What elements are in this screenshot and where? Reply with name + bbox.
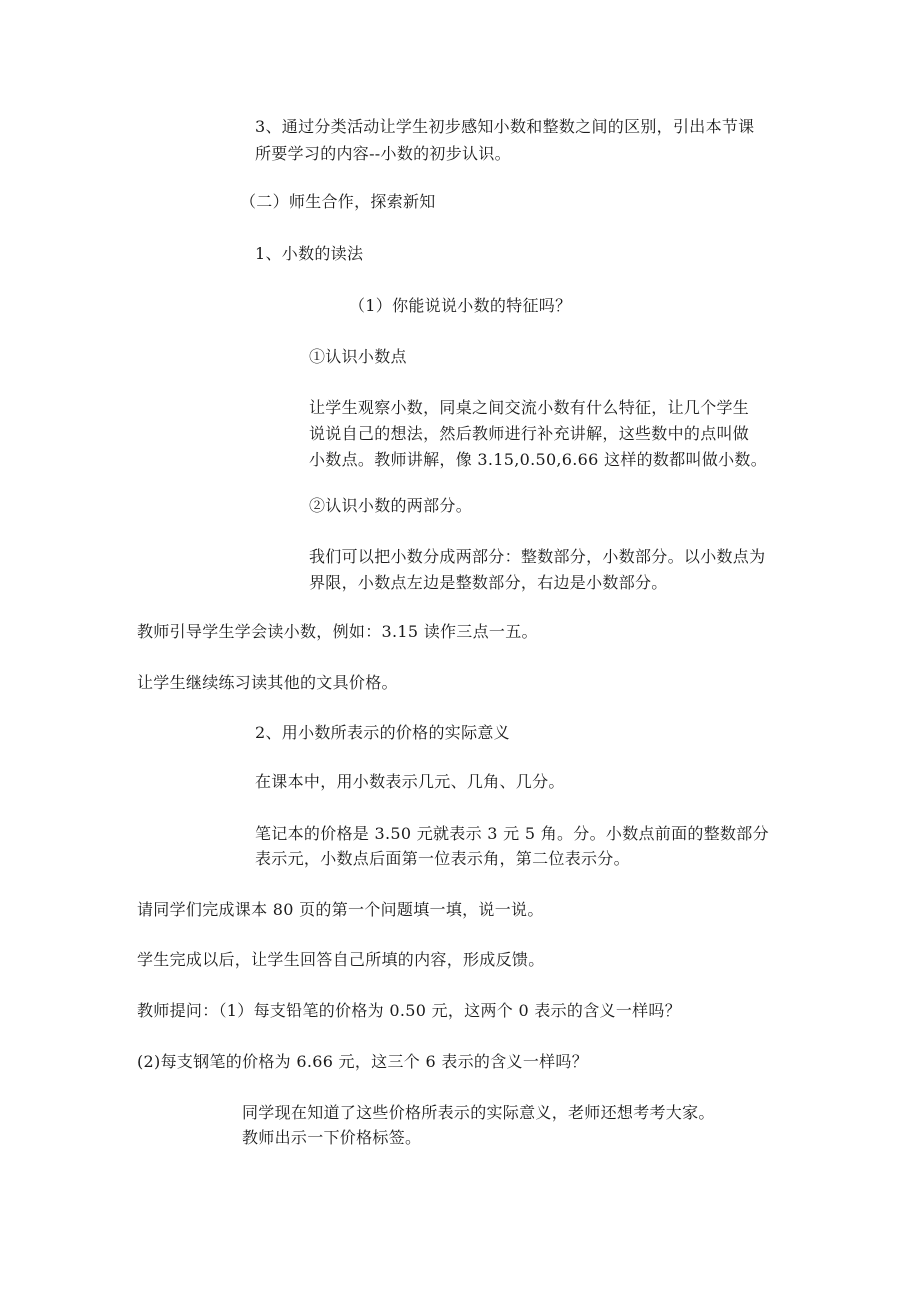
- paragraph-parts-line-1: 我们可以把小数分成两部分：整数部分，小数部分。以小数点为: [309, 547, 766, 566]
- paragraph-observe-line-2: 说说自己的想法，然后教师进行补充讲解，这些数中的点叫做: [309, 424, 750, 443]
- paragraph-notebook-line-1: 笔记本的价格是 3.50 元就表示 3 元 5 角。分。小数点前面的整数部分: [255, 824, 769, 843]
- paragraph-practice: 让学生继续练习读其他的文具价格。: [137, 673, 398, 692]
- item-decimal-point: ①认识小数点: [309, 347, 407, 366]
- paragraph-observe-line-3: 小数点。教师讲解，像 3.15,0.50,6.66 这样的数都叫做小数。: [309, 450, 768, 469]
- paragraph-closing-line-2: 教师出示一下价格标签。: [242, 1128, 422, 1147]
- paragraph-observe-line-1: 让学生观察小数，同桌之间交流小数有什么特征，让几个学生: [309, 398, 750, 417]
- question-1: （1）你能说说小数的特征吗？: [349, 296, 572, 315]
- subheading-reading-decimals: 1、小数的读法: [255, 244, 364, 263]
- paragraph-read-example: 教师引导学生学会读小数，例如：3.15 读作三点一五。: [137, 622, 538, 641]
- paragraph-notebook-line-2: 表示元，小数点后面第一位表示角，第二位表示分。: [255, 849, 630, 868]
- paragraph-closing-line-1: 同学现在知道了这些价格所表示的实际意义，老师还想考考大家。: [242, 1103, 715, 1122]
- section-heading-2: （二）师生合作，探索新知: [240, 192, 436, 211]
- paragraph-3-line-2: 所要学习的内容--小数的初步认识。: [255, 144, 511, 163]
- teacher-question-1: 教师提问：（1）每支铅笔的价格为 0.50 元，这两个 0 表示的含义一样吗？: [137, 1001, 682, 1020]
- paragraph-3-line-1: 3、通过分类活动让学生初步感知小数和整数之间的区别，引出本节课: [255, 117, 755, 136]
- paragraph-fill-in: 请同学们完成课本 80 页的第一个问题填一填，说一说。: [137, 900, 544, 919]
- paragraph-parts-line-2: 界限，小数点左边是整数部分，右边是小数部分。: [309, 573, 668, 592]
- subheading-price-meaning: 2、用小数所表示的价格的实际意义: [255, 723, 510, 742]
- paragraph-feedback: 学生完成以后，让学生回答自己所填的内容，形成反馈。: [137, 950, 545, 969]
- paragraph-textbook: 在课本中，用小数表示几元、几角、几分。: [255, 772, 565, 791]
- item-two-parts: ②认识小数的两部分。: [309, 496, 473, 515]
- teacher-question-2: (2)每支钢笔的价格为 6.66 元，这三个 6 表示的含义一样吗？: [137, 1052, 589, 1071]
